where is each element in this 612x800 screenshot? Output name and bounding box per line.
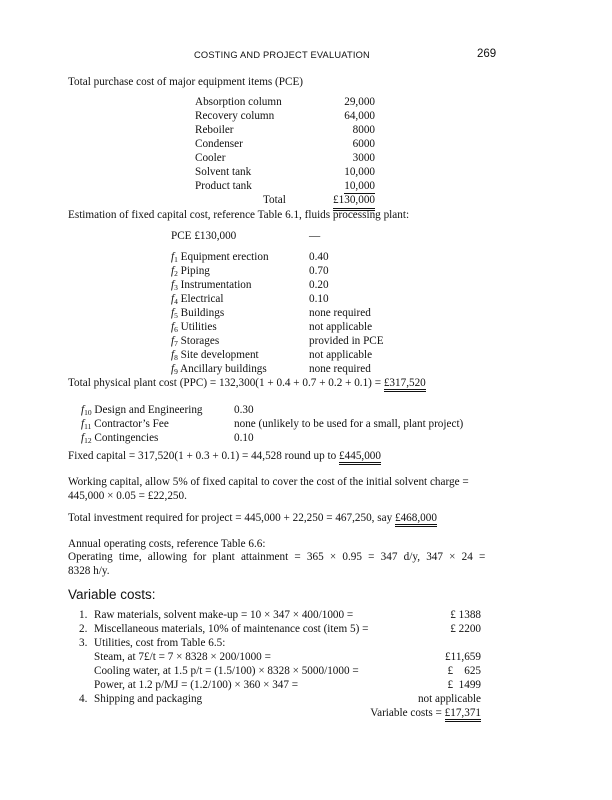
pce-line-value: —: [309, 230, 321, 242]
factor-value: none (unlikely to be used for a small, plant project): [234, 418, 464, 430]
factor-value: none required: [309, 363, 371, 375]
factor-subscript: 4: [174, 297, 178, 306]
factor-symbol: f: [81, 418, 85, 430]
factor-subscript: 6: [174, 325, 178, 334]
factor-symbol: f: [171, 265, 175, 277]
pce-item-name: Recovery column: [195, 110, 275, 122]
factor-value: 0.30: [234, 404, 254, 416]
factor-symbol: f: [171, 363, 175, 375]
factor-list: [171, 250, 411, 376]
factor-list-2: [81, 403, 501, 445]
pce-item-name: Product tank: [195, 180, 252, 192]
factor-value: 0.10: [309, 293, 329, 305]
vc-utility-text: Power, at 1.2 p/MJ = (1.2/100) × 360 × 347 =: [94, 679, 299, 691]
vc-utility-value: £ 625: [447, 665, 481, 677]
vc-utility-value: £11,659: [445, 651, 481, 663]
factor-subscript: 1: [174, 255, 178, 264]
vc-item-row: [79, 622, 481, 636]
pce-item-cost: 8000: [352, 124, 375, 136]
factor-row: [171, 306, 411, 320]
operating-line1: Annual operating costs, reference Table 6.6:: [68, 538, 266, 550]
factor-name: Contractor’s Fee: [94, 418, 169, 430]
vc-item-value: £ 2200: [450, 623, 481, 635]
vc-utility-row: [79, 650, 481, 664]
factor-value: 0.20: [309, 279, 329, 291]
factor-row: [171, 362, 411, 376]
factor-value: not applicable: [309, 321, 373, 333]
factor-symbol: f: [171, 293, 175, 305]
vc-shipping-num: 4.: [79, 693, 88, 705]
factor-symbol: f: [81, 432, 85, 444]
page-number: 269: [477, 48, 497, 60]
factor-symbol: f: [81, 404, 85, 416]
pce-item-cost: 10,000: [344, 166, 375, 178]
vc-item-num: 3.: [79, 637, 88, 649]
factor-row: [81, 431, 501, 445]
factor-row: [171, 292, 411, 306]
pce-item-name: Cooler: [195, 152, 226, 164]
total-investment-value: £468,000: [395, 512, 437, 527]
pce-row: [195, 151, 375, 165]
ppc-line: [68, 377, 426, 389]
factor-name: Ancillary buildings: [180, 363, 267, 375]
factor-name: Storages: [180, 335, 220, 347]
factor-symbol: f: [171, 349, 175, 361]
pce-row: [195, 137, 375, 151]
vc-item-num: 2.: [79, 623, 88, 635]
variable-costs-heading: Variable costs:: [68, 587, 156, 602]
pce-heading: Total purchase cost of major equipment items (PCE): [68, 76, 304, 88]
factor-name: Site development: [180, 349, 259, 361]
factor-symbol: f: [171, 307, 175, 319]
pce-item-name: Solvent tank: [195, 166, 252, 178]
factor-row: [81, 403, 501, 417]
vc-item-text: Utilities, cost from Table 6.5:: [94, 637, 226, 649]
factor-name: Buildings: [180, 307, 225, 319]
total-investment-text: Total investment required for project = 445,000 + 22,250 = 467,250, say: [68, 512, 395, 524]
vc-utility-text: Steam, at 7£/t = 7 × 8328 × 200/1000 =: [94, 651, 271, 663]
vc-item-row: [79, 608, 481, 622]
fixed-capital-value: £445,000: [339, 450, 381, 465]
factor-row: [171, 264, 411, 278]
pce-total-value: £130,000: [333, 193, 375, 211]
factor-symbol: f: [171, 279, 175, 291]
factor-symbol: f: [171, 335, 175, 347]
ppc-text: Total physical plant cost (PPC) = 132,300(1 + 0.4 + 0.7 + 0.2 + 0.1) =: [68, 377, 384, 389]
factor-value: 0.40: [309, 251, 329, 263]
pce-table: [195, 95, 375, 211]
factor-row: [171, 278, 411, 292]
factor-value: none required: [309, 307, 371, 319]
ppc-value: £317,520: [384, 377, 426, 392]
factor-subscript: 3: [174, 283, 178, 292]
operating-line3: 8328 h/y.: [68, 565, 110, 577]
factor-subscript: 7: [174, 339, 178, 348]
vc-total-row: [79, 706, 481, 724]
pce-item-name: Reboiler: [195, 124, 234, 136]
working-capital-line1: Working capital, allow 5% of fixed capital to cover the cost of the initial solvent charge =: [68, 476, 469, 488]
factor-subscript: 9: [174, 367, 178, 376]
vc-utility-text: Cooling water, at 1.5 p/t = (1.5/100) × 8328 × 5000/1000 =: [94, 665, 359, 677]
vc-shipping-value: not applicable: [417, 693, 481, 705]
factor-row: [171, 320, 411, 334]
pce-line-label: PCE £130,000: [171, 230, 237, 242]
vc-item-text: Miscellaneous materials, 10% of maintenance cost (item 5) =: [94, 623, 369, 635]
factor-value: 0.70: [309, 265, 329, 277]
vc-shipping-row: [79, 692, 481, 706]
total-investment-line: [68, 512, 437, 524]
pce-total-label: Total: [263, 194, 286, 206]
factor-value: not applicable: [309, 349, 373, 361]
fixed-capital-heading: Estimation of fixed capital cost, reference Table 6.1, fluids processing plant:: [68, 209, 410, 221]
factor-row: [171, 348, 411, 362]
fixed-capital-line: [68, 450, 381, 462]
vc-item-text: Raw materials, solvent make-up = 10 × 347 × 400/1000 =: [94, 609, 354, 621]
pce-row: [195, 179, 375, 193]
fixed-capital-text: Fixed capital = 317,520(1 + 0.3 + 0.1) = 44,528 round up to: [68, 450, 340, 462]
factor-subscript: 8: [174, 353, 178, 362]
pce-item-name: Absorption column: [195, 96, 282, 108]
factor-name: Contingencies: [94, 432, 159, 444]
operating-line2: Operating time, allowing for plant attainment = 365 × 0.95 = 347 d/y, 347 × 24 =: [68, 551, 486, 563]
factor-name: Electrical: [180, 293, 224, 305]
factor-label: [81, 431, 158, 448]
factor-subscript: 2: [174, 269, 178, 278]
vc-utility-row: [79, 678, 481, 692]
vc-shipping-text: Shipping and packaging: [94, 693, 203, 705]
factor-name: Design and Engineering: [94, 404, 203, 416]
pce-item-cost: 29,000: [344, 96, 375, 108]
vc-utility-value: £ 1499: [447, 679, 481, 691]
factor-subscript: 12: [84, 436, 92, 445]
factor-name: Piping: [180, 265, 210, 277]
factor-row: [171, 334, 411, 348]
pce-row: [195, 165, 375, 179]
working-capital-line2: 445,000 × 0.05 = £22,250.: [68, 490, 187, 502]
pce-row: [195, 109, 375, 123]
factor-name: Utilities: [180, 321, 217, 333]
factor-symbol: f: [171, 251, 175, 263]
factor-subscript: 5: [174, 311, 178, 320]
vc-item-value: £ 1388: [450, 609, 481, 621]
running-title: COSTING AND PROJECT EVALUATION: [194, 50, 370, 60]
factor-row: [81, 417, 501, 431]
factor-name: Instrumentation: [180, 279, 252, 291]
pce-item-cost: 3000: [352, 152, 375, 164]
vc-item-num: 1.: [79, 609, 88, 621]
factor-symbol: f: [171, 321, 175, 333]
vc-utility-row: [79, 664, 481, 678]
factor-subscript: 11: [84, 422, 92, 431]
pce-row: [195, 123, 375, 137]
pce-item-name: Condenser: [195, 138, 243, 150]
factor-value: 0.10: [234, 432, 254, 444]
pce-item-cost: 10,000: [344, 180, 375, 192]
pce-item-cost: 6000: [352, 138, 375, 150]
vc-total-value: £17,371: [445, 707, 481, 722]
factor-row: [171, 250, 411, 264]
pce-row: [195, 95, 375, 109]
vc-total-label: Variable costs =: [370, 707, 445, 719]
variable-costs-list: [79, 608, 481, 724]
factor-subscript: 10: [84, 408, 92, 417]
factor-value: provided in PCE: [309, 335, 384, 347]
factor-name: Equipment erection: [180, 251, 269, 263]
pce-item-cost: 64,000: [344, 110, 375, 122]
vc-item-row: [79, 636, 481, 650]
